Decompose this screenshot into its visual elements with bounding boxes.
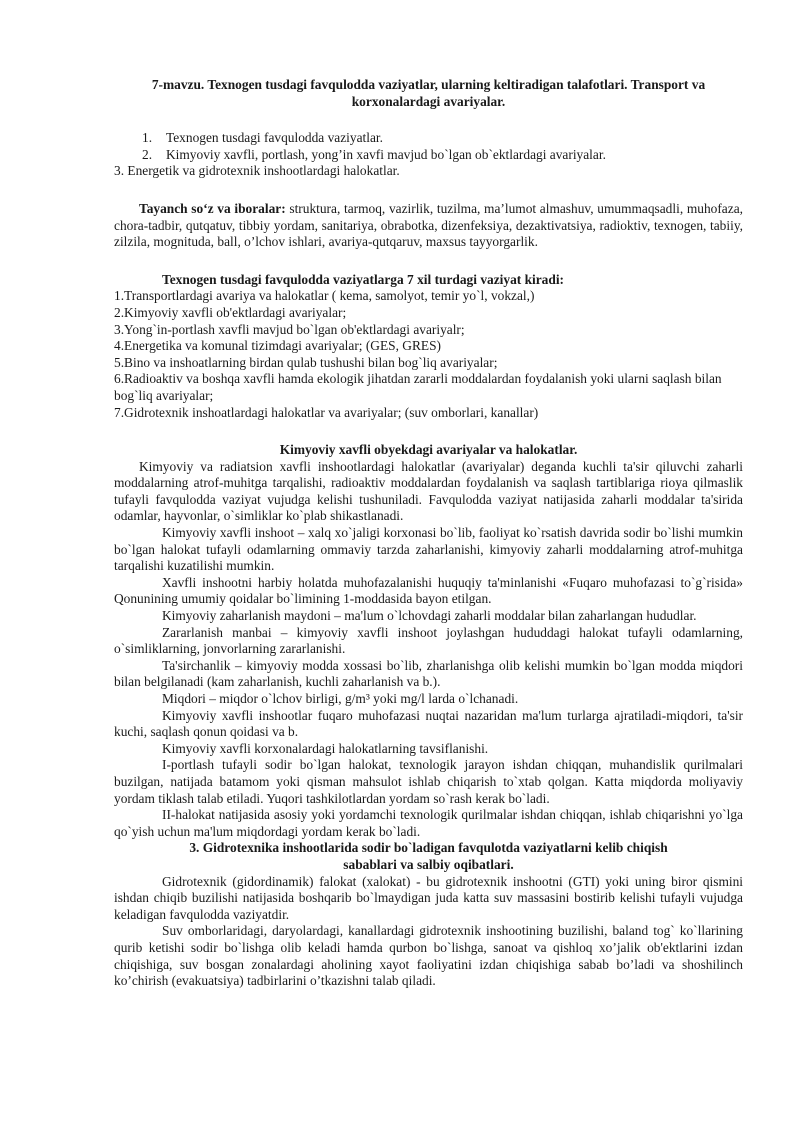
plan-item-3: 3. Energetik va gidrotexnik inshootlardagi halokatlar. bbox=[114, 163, 400, 179]
title-line-1: 7-mavzu. Texnogen tusdagi favqulodda vaziyatlar, ularning keltiradigan talafotlari. Transport va bbox=[151, 77, 706, 92]
section2-paragraph: Xavfli inshootni harbiy holatda muhofazalanishi huquqiy ta'minlanishi «Fuqaro muhofazasi to`g`risida» Qonunining umumiy qoidalar bo`limining 1-moddasida bayon etilgan. bbox=[114, 574, 743, 607]
section3-heading bbox=[114, 840, 743, 873]
section3-heading-line-2: sabablari va salbiy oqibatlari. bbox=[343, 856, 514, 872]
keywords-text: struktura, tarmoq, vazirlik, tuzilma, ma’lumot almashuv, umummaqsadli, muhofaza, chora-tadbir, qutqatuv, tibbiy yordam, sanitariya, obrabotka, dizenfeksiya, dezaktivatsiya, radioktiv, texnogen, tabiiy, zilzila, mognituda, ball, o’lchov ishlari, avariya-qutqaruv, maxsus tayyorgarlik. bbox=[114, 200, 743, 250]
situation-item: 5.Bino va inshoatlarning birdan qulab tushushi bilan bog`liq avariyalar; bbox=[114, 354, 498, 370]
section2-body bbox=[114, 459, 743, 841]
situation-item: 7.Gidrotexnik inshoatlardagi halokatlar va avariyalar; (suv omborlari, kanallar) bbox=[114, 404, 539, 420]
plan-item-2: 2. Kimyoviy xavfli, portlash, yong’in xavfi mavjud bo`lgan ob`ektlardagi avariyalar. bbox=[142, 146, 606, 162]
document-body bbox=[114, 77, 743, 990]
section2-paragraph: I-portlash tufayli sodir bo`lgan halokat, texnologik jarayon ishdan chiqqan, muhandislik qurilmalari buzilgan, natijada batamom yoki qisman mahsulot ishlab chiqarish to`xtab qolgan. Katta miqdorda moliyaviy yordam tiklash talab etiladi. Yuqori tashkilotlardan yordam so`rash kerak bo`ladi. bbox=[114, 757, 743, 806]
section2-paragraph: Kimyoviy zaharlanish maydoni – ma'lum o`lchovdagi zaharli moddalar bilan zaharlangan hududlar. bbox=[162, 608, 697, 624]
situation-item: 4.Energetika va komunal tizimdagi avariyalar; (GES, GRES) bbox=[114, 338, 441, 354]
section2-paragraph: II-halokat natijasida asosiy yoki yordamchi texnologik qurilmalar ishdan chiqqan, ishlab chiqarishni yo`lga qo`yish uchun ma'lum miqdordagi yordam kerak bo`ladi. bbox=[114, 807, 743, 839]
document-title bbox=[114, 77, 743, 110]
section3-paragraph: Suv omborlaridagi, daryolardagi, kanallardagi gidrotexnik inshootining buzilishi, baland tog` ko`llarining qurib ketishi sodir bo`lishga olib keladi hamda qurbon bo`lishga, sanoat va qishloq xo’jalik ob'ektlarini izdan chiqishiga, suv bosgan zonalardagi aholining xayot faoliyatini izdan chiqishiga sabab bo’ladi va shoshilinch ko’chirish (evakuatsiya) tadbirlarini o’tkazishni talab qiladi. bbox=[114, 923, 743, 989]
situation-item: 1.Transportlardagi avariya va halokatlar ( kema, samolyot, temir yo`l, vokzal,) bbox=[114, 288, 535, 304]
section2-paragraph: Kimyoviy xavfli korxonalardagi halokatlarning tavsiflanishi. bbox=[162, 740, 489, 756]
situation-item: 2.Kimyoviy xavfli ob'ektlardagi avariyalar; bbox=[114, 304, 347, 320]
section2-paragraph: Zararlanish manbai – kimyoviy xavfli inshoot joylashgan hududdagi halokat tufayli odamlarning, o`simliklarning, jonvorlarning zararlanishi. bbox=[114, 624, 743, 657]
situation-item: 6.Radioaktiv va boshqa xavfli hamda ekologik jihatdan zararli moddalardan foydalanish yoki ularni saqlash bilan bog`liq avariyalar; bbox=[114, 371, 722, 403]
section2-heading: Kimyoviy xavfli obyekdagi avariyalar va halokatlar. bbox=[279, 442, 578, 458]
section3-paragraph: Gidrotexnik (gidordinamik) falokat (xalokat) - bu gidrotexnik inshootni (GTI) yoki uning biror qismini ishdan chiqib buzilishi natijasida boshqarib bo`lmaydigan juda katta suv massasini bostirib kelishi tufayli vujudga keladigan favqulodda vaziyatdir. bbox=[114, 873, 743, 922]
section2-paragraph: Kimyoviy va radiatsion xavfli inshootlardagi halokatlar (avariyalar) deganda kuchli ta'sir qiluvchi zaharli moddalarning atrof-muhitga tarqalishi, radioaktiv moddalardan foydalanish va saqlash tartiblariga rioya qilmaslik tufayli favqulodda vaziyat vujudga kelishi tushuniladi. Favqulodda vaziyat natijasida zaharli moddalar ta'sirida odamlar, hayvonlar, o`simliklar ko`plab shikastlanadi. bbox=[114, 458, 743, 524]
plan-item-1: 1. Texnogen tusdagi favqulodda vaziyatlar. bbox=[142, 130, 383, 146]
section2-paragraph: Ta'sirchanlik – kimyoviy modda xossasi bo`lib, zharlanishga olib kelishi mumkin bo`lgan modda miqdori bilan belgilanadi (kam zaharlanish, kuchli zaharlanish va b.). bbox=[114, 657, 743, 690]
situations-list bbox=[114, 288, 743, 421]
section2-paragraph: Kimyoviy xavfli inshoot – xalq xo`jaligi korxonasi bo`lib, faoliyat ko`rsatish davrida sodir bo`lishi mumkin bo`lgan halokat tufayli odamlarning ommaviy tarzda zaharlanishi, kimyoviy zaharli moddalarning atrof-muhitga tarqalishi kuzatilishi mumkin. bbox=[114, 525, 743, 574]
topic-plan-list bbox=[114, 130, 743, 180]
keywords-label: Tayanch so‘z va iboralar: bbox=[139, 200, 286, 216]
section3-body bbox=[114, 874, 743, 990]
situation-item: 3.Yong`in-portlash xavfli mavjud bo`lgan ob'ektlardagi avariyalr; bbox=[114, 321, 465, 337]
keywords-paragraph bbox=[114, 201, 743, 251]
situations-heading: Texnogen tusdagi favqulodda vaziyatlarga 7 xil turdagi vaziyat kiradi: bbox=[162, 271, 565, 287]
section2-paragraph: Miqdori – miqdor o`lchov birligi, g/m³ yoki mg/l larda o`lchanadi. bbox=[162, 691, 519, 706]
title-line-2: korxonalardagi avariyalar. bbox=[351, 93, 506, 109]
section3-heading-line-1: 3. Gidrotexnika inshootlarida sodir bo`ladigan favqulotda vaziyatlarni kelib chiqish bbox=[189, 840, 668, 856]
section2-paragraph: Kimyoviy xavfli inshootlar fuqaro muhofazasi nuqtai nazaridan ma'lum turlarga ajratiladi-miqdori, ta'sir kuchi, saqlash qonun qoidasi va b. bbox=[114, 707, 743, 740]
